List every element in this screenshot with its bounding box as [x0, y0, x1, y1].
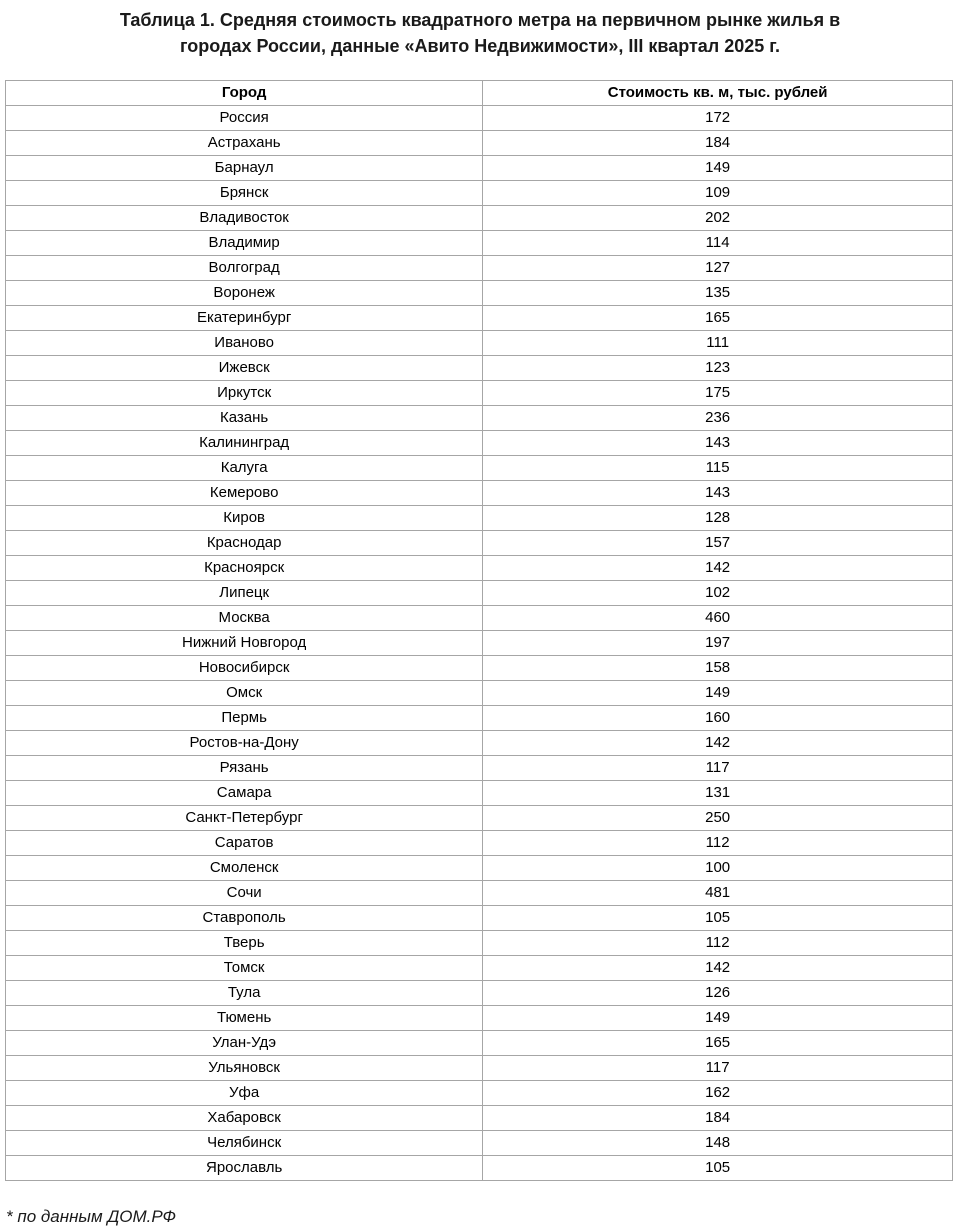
table-row [6, 606, 953, 631]
city-cell: Красноярск [6, 556, 483, 581]
price-cell: 149 [483, 1006, 953, 1031]
price-cell: 157 [483, 531, 953, 556]
table-row [6, 1131, 953, 1156]
city-cell: Тула [6, 981, 483, 1006]
city-cell: Томск [6, 956, 483, 981]
city-cell: Владивосток [6, 206, 483, 231]
table-row [6, 856, 953, 881]
city-cell: Омск [6, 681, 483, 706]
table-row [6, 306, 953, 331]
table-row [6, 456, 953, 481]
city-column-header: Город [6, 81, 483, 106]
city-cell: Липецк [6, 581, 483, 606]
city-cell: Воронеж [6, 281, 483, 306]
table-title-line-1: Таблица 1. Средняя стоимость квадратного метра на первичном рынке жилья в [119, 10, 841, 30]
table-row [6, 531, 953, 556]
price-cell: 148 [483, 1131, 953, 1156]
price-cell: 128 [483, 506, 953, 531]
city-cell: Уфа [6, 1081, 483, 1106]
table-row [6, 581, 953, 606]
price-cell: 460 [483, 606, 953, 631]
table-row [6, 181, 953, 206]
city-cell: Ростов-на-Дону [6, 731, 483, 756]
table-row [6, 956, 953, 981]
price-cell: 165 [483, 306, 953, 331]
price-cell: 202 [483, 206, 953, 231]
table-row [6, 681, 953, 706]
table-row [6, 731, 953, 756]
price-cell: 165 [483, 1031, 953, 1056]
table-row [6, 831, 953, 856]
table-row [6, 381, 953, 406]
price-cell: 126 [483, 981, 953, 1006]
price-cell: 184 [483, 131, 953, 156]
city-cell: Тверь [6, 931, 483, 956]
price-cell: 135 [483, 281, 953, 306]
price-cell: 123 [483, 356, 953, 381]
table-row [6, 981, 953, 1006]
table-row [6, 406, 953, 431]
price-cell: 197 [483, 631, 953, 656]
city-cell: Новосибирск [6, 656, 483, 681]
table-row [6, 706, 953, 731]
city-cell: Барнаул [6, 156, 483, 181]
price-cell: 149 [483, 156, 953, 181]
city-cell: Саратов [6, 831, 483, 856]
table-row [6, 631, 953, 656]
price-cell: 143 [483, 431, 953, 456]
table-row [6, 106, 953, 131]
table-row [6, 756, 953, 781]
table-title [0, 0, 960, 59]
city-cell: Москва [6, 606, 483, 631]
price-cell: 149 [483, 681, 953, 706]
price-cell: 160 [483, 706, 953, 731]
city-cell: Киров [6, 506, 483, 531]
price-cell: 115 [483, 456, 953, 481]
price-table [5, 80, 953, 1181]
city-cell: Иваново [6, 331, 483, 356]
city-cell: Ярославль [6, 1156, 483, 1181]
table-row [6, 356, 953, 381]
city-cell: Кемерово [6, 481, 483, 506]
table-row [6, 281, 953, 306]
city-cell: Екатеринбург [6, 306, 483, 331]
city-cell: Казань [6, 406, 483, 431]
city-cell: Россия [6, 106, 483, 131]
city-cell: Иркутск [6, 381, 483, 406]
price-cell: 102 [483, 581, 953, 606]
table-row [6, 1081, 953, 1106]
city-cell: Астрахань [6, 131, 483, 156]
table-row [6, 1031, 953, 1056]
table-row [6, 806, 953, 831]
table-row [6, 431, 953, 456]
city-cell: Улан-Удэ [6, 1031, 483, 1056]
price-cell: 100 [483, 856, 953, 881]
header-row [6, 81, 953, 106]
city-cell: Волгоград [6, 256, 483, 281]
table-row [6, 931, 953, 956]
table-row [6, 256, 953, 281]
price-cell: 131 [483, 781, 953, 806]
city-cell: Ставрополь [6, 906, 483, 931]
table-title-line-2: городах России, данные «Авито Недвижимости», III квартал 2025 г. [180, 36, 780, 56]
table-row [6, 881, 953, 906]
price-cell: 117 [483, 1056, 953, 1081]
city-cell: Самара [6, 781, 483, 806]
price-table-header [6, 81, 953, 106]
price-cell: 175 [483, 381, 953, 406]
price-cell: 162 [483, 1081, 953, 1106]
price-cell: 142 [483, 556, 953, 581]
price-cell: 112 [483, 931, 953, 956]
table-row [6, 331, 953, 356]
table-row [6, 1106, 953, 1131]
city-cell: Челябинск [6, 1131, 483, 1156]
price-column-header: Стоимость кв. м, тыс. рублей [483, 81, 953, 106]
city-cell: Владимир [6, 231, 483, 256]
price-cell: 111 [483, 331, 953, 356]
table-row [6, 906, 953, 931]
city-cell: Калуга [6, 456, 483, 481]
city-cell: Тюмень [6, 1006, 483, 1031]
price-cell: 236 [483, 406, 953, 431]
price-cell: 250 [483, 806, 953, 831]
price-cell: 117 [483, 756, 953, 781]
table-row [6, 656, 953, 681]
table-row [6, 231, 953, 256]
city-cell: Санкт-Петербург [6, 806, 483, 831]
price-cell: 142 [483, 956, 953, 981]
table-row [6, 1006, 953, 1031]
price-cell: 127 [483, 256, 953, 281]
price-cell: 112 [483, 831, 953, 856]
price-cell: 481 [483, 881, 953, 906]
city-cell: Нижний Новгород [6, 631, 483, 656]
price-cell: 109 [483, 181, 953, 206]
price-cell: 142 [483, 731, 953, 756]
price-cell: 114 [483, 231, 953, 256]
price-cell: 105 [483, 1156, 953, 1181]
table-row [6, 556, 953, 581]
price-cell: 172 [483, 106, 953, 131]
city-cell: Ижевск [6, 356, 483, 381]
city-cell: Смоленск [6, 856, 483, 881]
city-cell: Брянск [6, 181, 483, 206]
table-row [6, 131, 953, 156]
table-row [6, 206, 953, 231]
table-row [6, 1156, 953, 1181]
city-cell: Краснодар [6, 531, 483, 556]
source-footnote: * по данным ДОМ.РФ [6, 1207, 177, 1226]
city-cell: Ульяновск [6, 1056, 483, 1081]
table-row [6, 1056, 953, 1081]
price-cell: 158 [483, 656, 953, 681]
price-cell: 105 [483, 906, 953, 931]
city-cell: Сочи [6, 881, 483, 906]
table-row [6, 156, 953, 181]
city-cell: Калининград [6, 431, 483, 456]
price-table-body [6, 106, 953, 1181]
city-cell: Пермь [6, 706, 483, 731]
table-row [6, 481, 953, 506]
price-cell: 143 [483, 481, 953, 506]
table-row [6, 781, 953, 806]
city-cell: Рязань [6, 756, 483, 781]
table-row [6, 506, 953, 531]
price-cell: 184 [483, 1106, 953, 1131]
city-cell: Хабаровск [6, 1106, 483, 1131]
